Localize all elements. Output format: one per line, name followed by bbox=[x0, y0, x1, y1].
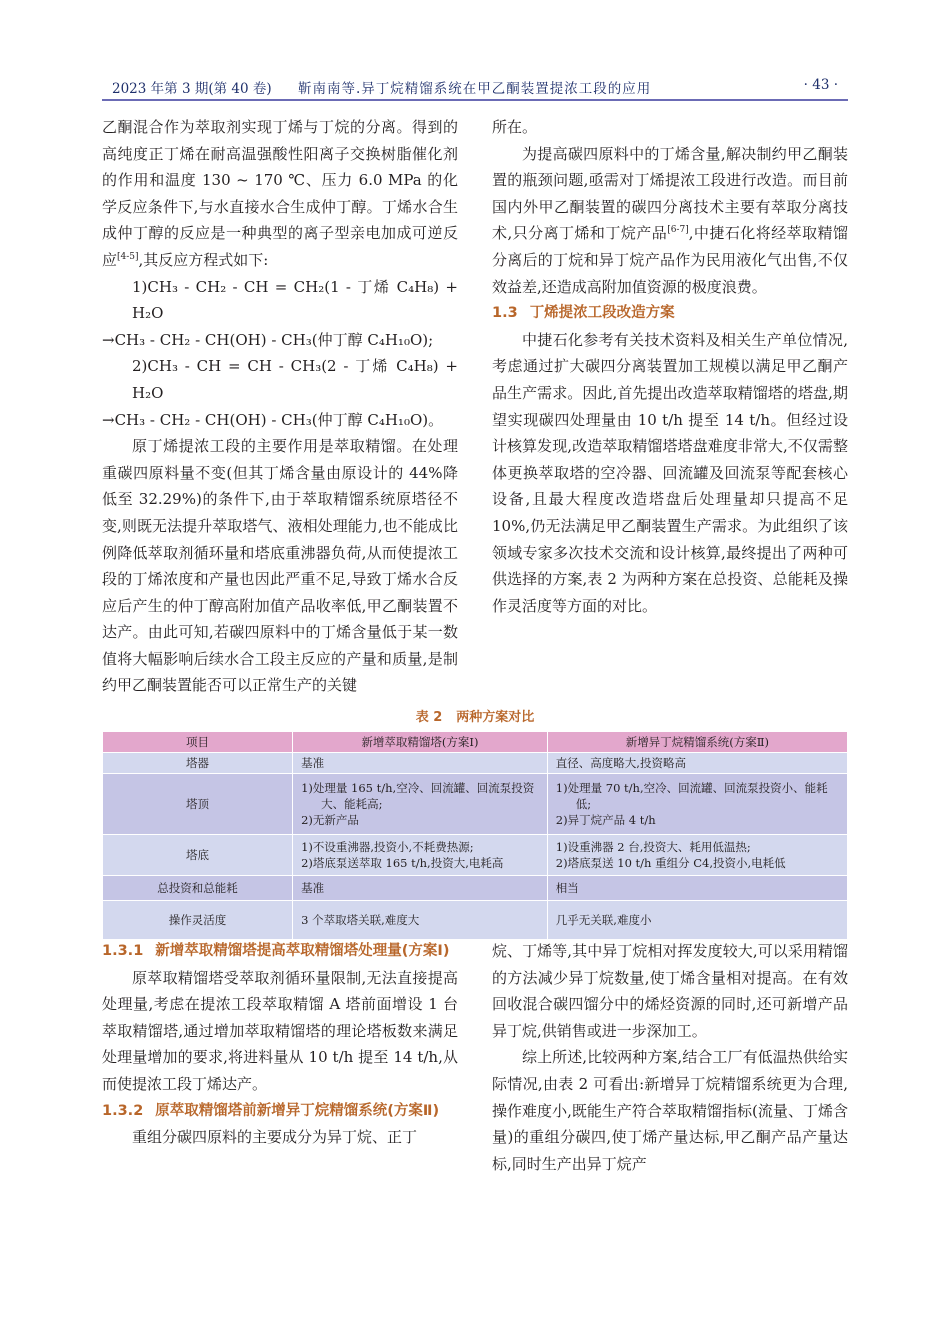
header-cell: 新增萃取精馏塔(方案Ⅰ) bbox=[293, 732, 548, 753]
header-cell: 项目 bbox=[103, 732, 293, 753]
item-cell: 塔底 bbox=[103, 835, 293, 876]
section-number: 1.3.2 bbox=[102, 1102, 144, 1119]
table-header-row bbox=[103, 732, 848, 753]
table-title: 两种方案对比 bbox=[456, 710, 535, 725]
cell-line: 2)无新产品 bbox=[301, 813, 359, 827]
paragraph: 重组分碳四原料的主要成分为异丁烷、正丁 bbox=[132, 1128, 418, 1147]
cell-line: 1)处理量 70 t/h,空冷、回流罐、回流泵投资小、能耗低; bbox=[555, 781, 828, 811]
plan-a-cell bbox=[293, 835, 548, 876]
table-row bbox=[103, 901, 848, 940]
page-number: · 43 · bbox=[803, 77, 838, 93]
paragraph-text: 为提高碳四原料中的丁烯含量,解决制约甲乙酮装置的瓶颈问题,亟需对丁烯提浓工段进行改造。而目前国内外甲乙酮装置的碳四分离技术主要有萃取分离技术,只分离丁烯和丁烷产品 bbox=[492, 144, 848, 243]
table-row bbox=[103, 753, 848, 774]
paragraph: 原丁烯提浓工段的主要作用是萃取精馏。在处理重碳四原料量不变(但其丁烯含量由原设计的 44%降低至 32.29%)的条件下,由于萃取精馏系统原塔径不变,则既无法提升萃取塔气、液相处理能力,也不能成比例降低萃取剂循环量和塔底重沸器负荷,从而使提浓工段的丁烯浓度和产量也因此严重不足,导致丁烯水合反应后产生的仲丁醇高附加值产品收率低,甲乙酮装置不达产。由此可知,若碳四原料中的丁烯含量低于某一数值将大幅影响后续水合工段主反应的产量和质量,是制约甲乙酮装置能否可以正常生产的关键 bbox=[102, 437, 458, 695]
header-rule bbox=[102, 99, 848, 101]
table-number: 表 2 bbox=[415, 710, 443, 725]
table-row bbox=[103, 774, 848, 835]
subsection-heading bbox=[102, 938, 458, 965]
section-title: 新增萃取精馏塔提高萃取精馏塔处理量(方案Ⅰ) bbox=[155, 943, 450, 959]
plan-b-cell: 相当 bbox=[547, 876, 847, 901]
plan-a-cell: 基准 bbox=[293, 753, 548, 774]
column-left-bottom bbox=[102, 938, 458, 1151]
table-row bbox=[103, 876, 848, 901]
plan-a-cell bbox=[293, 774, 548, 835]
section-title: 原萃取精馏塔前新增异丁烷精馏系统(方案Ⅱ) bbox=[155, 1102, 440, 1119]
table-caption bbox=[102, 706, 848, 725]
plan-b-cell bbox=[547, 835, 847, 876]
equation-2a: 2)CH₃ - CH = CH - CH₃(2 - 丁烯 C₄H₈) + H₂O bbox=[132, 357, 458, 402]
table-row bbox=[103, 835, 848, 876]
subsection-heading bbox=[102, 1098, 458, 1125]
paragraph: 所在。 bbox=[492, 118, 538, 136]
equation-2b: →CH₃ - CH₂ - CH(OH) - CH₃(仲丁醇 C₄H₁₀O)。 bbox=[102, 410, 444, 429]
section-number: 1.3 bbox=[492, 305, 518, 322]
cell-line: 2)异丁烷产品 4 t/h bbox=[555, 813, 656, 827]
item-cell: 塔顶 bbox=[103, 774, 293, 835]
plan-b-cell: 几乎无关联,难度小 bbox=[547, 901, 847, 940]
column-right-top bbox=[492, 114, 848, 619]
citation: [4-5] bbox=[117, 251, 139, 262]
paragraph bbox=[102, 114, 458, 274]
paragraph: 原萃取精馏塔受萃取剂循环量限制,无法直接提高处理量,考虑在提浓工段萃取精馏 A 塔前面增设 1 台萃取精馏塔,通过增加萃取精馏塔的理论塔板数来满足处理量增加的要求,将进料量从 10 t/h 提至 14 t/h,从而使提浓工段丁烯达产。 bbox=[102, 968, 458, 1093]
paragraph-text: 乙酮混合作为萃取剂实现丁烯与丁烷的分离。得到的高纯度正丁烯在耐高温强酸性阳离子交换树脂催化剂的作用和温度 130 ~ 170 ℃、压力 6.0 MPa 的化学反应条件下,与水直接水合生成仲丁醇。丁烯水合生成仲丁醇的反应是一种典型的离子型亲电加成可逆反应 bbox=[102, 118, 458, 269]
equation-1b: →CH₃ - CH₂ - CH(OH) - CH₃(仲丁醇 C₄H₁₀O); bbox=[102, 330, 434, 349]
plan-a-cell: 基准 bbox=[293, 876, 548, 901]
plan-b-cell: 直径、高度略大,投资略高 bbox=[547, 753, 847, 774]
column-right-bottom bbox=[492, 938, 848, 1177]
paragraph: 中捷石化参考有关技术资料及相关生产单位情况,考虑通过扩大碳四分离装置加工规模以满足甲乙酮产品生产需求。因此,首先提出改造萃取精馏塔的塔盘,期望实现碳四处理量由 10 t/h 提至 14 t/h。但经过设计核算发现,改造萃取精馏塔塔盘难度非常大,不仅需整体更换萃取塔的空冷器、回流罐及回流泵等配套核心设备,且最大程度改造塔盘后处理量却只提高不足 10%,仍无法满足甲乙酮装置生产需求。为此组织了该领域专家多次技术交流和设计核算,最终提出了两种可供选择的方案,表 2 为两种方案在总投资、总能耗及操作灵活度等方面的对比。 bbox=[492, 330, 848, 615]
paragraph: 综上所述,比较两种方案,结合工厂有低温热供给实际情况,由表 2 可看出:新增异丁烷精馏系统更为合理,操作难度小,既能生产符合萃取精馏指标(流量、丁烯含量)的重组分碳四,使丁烯产量达标,甲乙酮产品产量达标,同时生产出异丁烷产 bbox=[492, 1048, 848, 1173]
item-cell: 操作灵活度 bbox=[103, 901, 293, 940]
cell-line: 2)塔底泵送萃取 165 t/h,投资大,电耗高 bbox=[301, 856, 504, 870]
header-cell: 新增异丁烷精馏系统(方案Ⅱ) bbox=[547, 732, 847, 753]
cell-line: 1)设重沸器 2 台,投资大、耗用低温热; bbox=[555, 840, 751, 854]
paragraph-text: ,中捷石化将经萃取精馏分离后的丁烷和异丁烷产品作为民用液化气出售,不仅效益差,还造成高附加值资源的极度浪费。 bbox=[492, 224, 848, 296]
paragraph-text: ,其反应方程式如下: bbox=[138, 250, 269, 269]
equation-1a: 1)CH₃ - CH₂ - CH = CH₂(1 - 丁烯 C₄H₈) + H₂O bbox=[132, 277, 458, 323]
cell-line: 1)不设重沸器,投资小,不耗费热源; bbox=[301, 840, 474, 854]
plan-a-cell: 3 个萃取塔关联,难度大 bbox=[293, 901, 548, 940]
paragraph: 烷、丁烯等,其中异丁烷相对挥发度较大,可以采用精馏的方法减少异丁烷数量,使丁烯含量相对提高。在有效回收混合碳四馏分中的烯烃资源的同时,还可新增产品异丁烷,供销售或进一步深加工。 bbox=[492, 942, 848, 1040]
running-header bbox=[102, 74, 848, 98]
cell-line: 2)塔底泵送 10 t/h 重组分 C4,投资小,电耗低 bbox=[555, 856, 786, 870]
item-cell: 总投资和总能耗 bbox=[103, 876, 293, 901]
comparison-table bbox=[102, 731, 848, 940]
section-title: 丁烯提浓工段改造方案 bbox=[529, 305, 675, 322]
citation: [6-7] bbox=[667, 225, 689, 236]
section-heading bbox=[492, 300, 848, 327]
plan-b-cell bbox=[547, 774, 847, 835]
section-number: 1.3.1 bbox=[102, 943, 144, 959]
paragraph bbox=[492, 141, 848, 301]
column-left-top bbox=[102, 114, 458, 699]
issue-info: 2023 年第 3 期(第 40 卷) bbox=[112, 81, 272, 97]
cell-line: 1)处理量 165 t/h,空冷、回流罐、回流泵投资大、能耗高; bbox=[301, 781, 535, 811]
item-cell: 塔器 bbox=[103, 753, 293, 774]
running-title: 靳南南等.异丁烷精馏系统在甲乙酮装置提浓工段的应用 bbox=[298, 81, 652, 97]
